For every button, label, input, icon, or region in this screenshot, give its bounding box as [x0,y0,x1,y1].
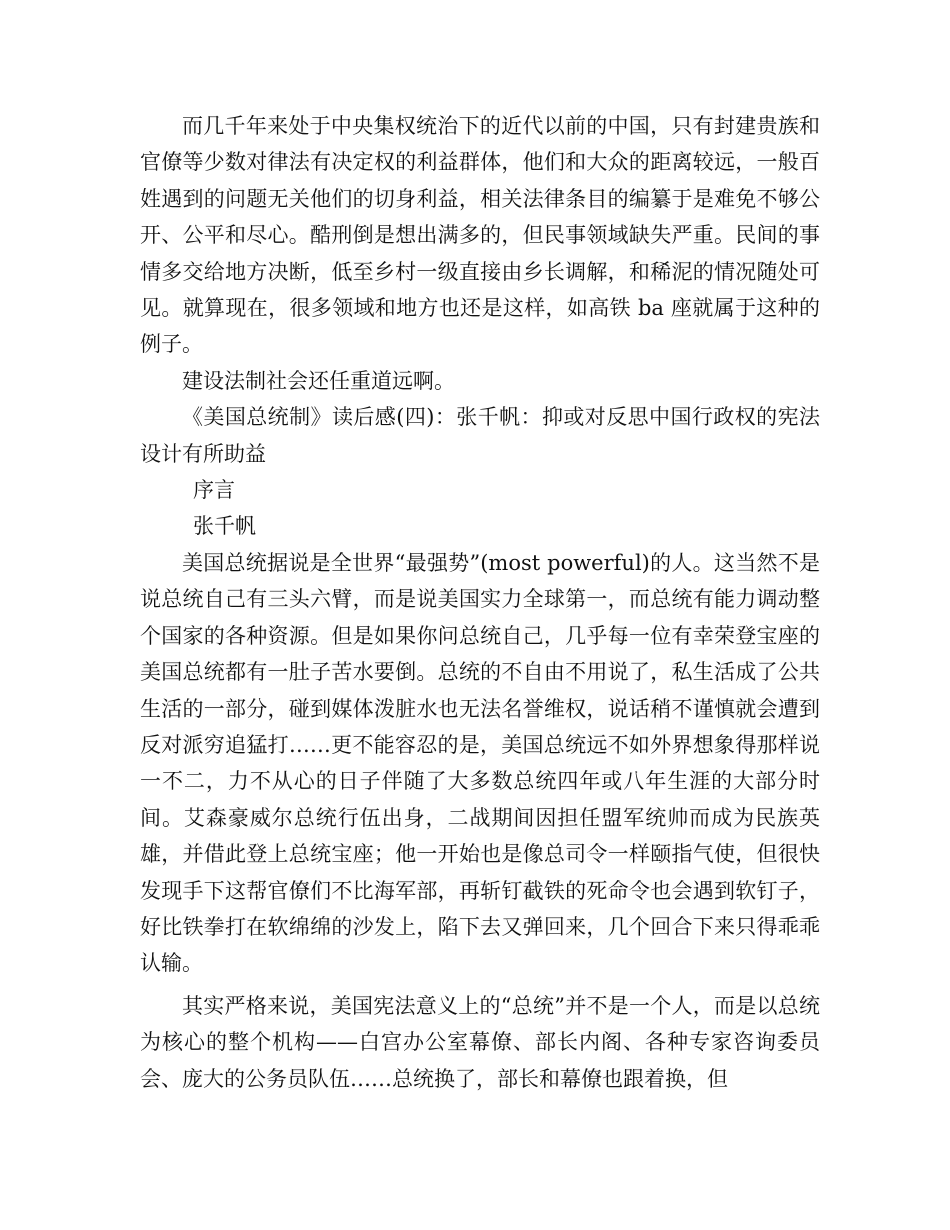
article-heading: 《美国总统制》读后感(四)：张千帆：抑或对反思中国行政权的宪法设计有所助益 [140,405,820,466]
paragraph-presidency-institution: 其实严格来说，美国宪法意义上的“总统”并不是一个人，而是以总统为核心的整个机构——白宫办公室幕僚、部长内阁、各种专家咨询委员会、庞大的公务员队伍……总统换了，部长和幕僚也跟着换，但 [140,993,820,1091]
paragraph-us-president-power: 美国总统据说是全世界“最强势”(most powerful)的人。这当然不是说总统自己有三头六臂，而是说美国实力全球第一，而总统有能力调动整个国家的各种资源。但是如果你问总统自己，几乎每一位有幸荣登宝座的美国总统都有一肚子苦水要倒。总统的不自由不用说了，私生活成了公共生活的一部分，碰到媒体泼脏水也无法名誉维权，说话稍不谨慎就会遭到反对派穷追猛打……更不能容忍的是，美国总统远不如外界想象得那样说一不二，力不从心的日子伴随了大多数总统四年或八年生涯的大部分时间。艾森豪威尔总统行伍出身，二战期间因担任盟军统帅而成为民族英雄，并借此登上总统宝座；他一开始也是像总司令一样颐指气使，但很快发现手下这帮官僚们不比海军部，再斩钉截铁的死命令也会遇到软钉子，好比铁拳打在软绵绵的沙发上，陷下去又弹回来，几个回合下来只得乖乖认输。 [140,550,820,976]
document-body [140,108,820,1097]
paragraph-rule-of-law-conclusion: 建设法制社会还任重道远啊。 [182,368,455,393]
author-name: 张千帆 [193,514,256,539]
paragraph-ancient-china-law: 而几千年来处于中央集权统治下的近代以前的中国，只有封建贵族和官僚等少数对律法有决定权的利益群体，他们和大众的距离较远，一般百姓遇到的问题无关他们的切身利益，相关法律条目的编纂于是难免不够公开、公平和尽心。酷刑倒是想出满多的，但民事领域缺失严重。民间的事情多交给地方决断，低至乡村一级直接由乡长调解，和稀泥的情况随处可见。就算现在，很多领域和地方也还是这样，如高铁 ba 座就属于这种的例子。 [140,114,820,357]
section-title-preface: 序言 [193,478,235,503]
